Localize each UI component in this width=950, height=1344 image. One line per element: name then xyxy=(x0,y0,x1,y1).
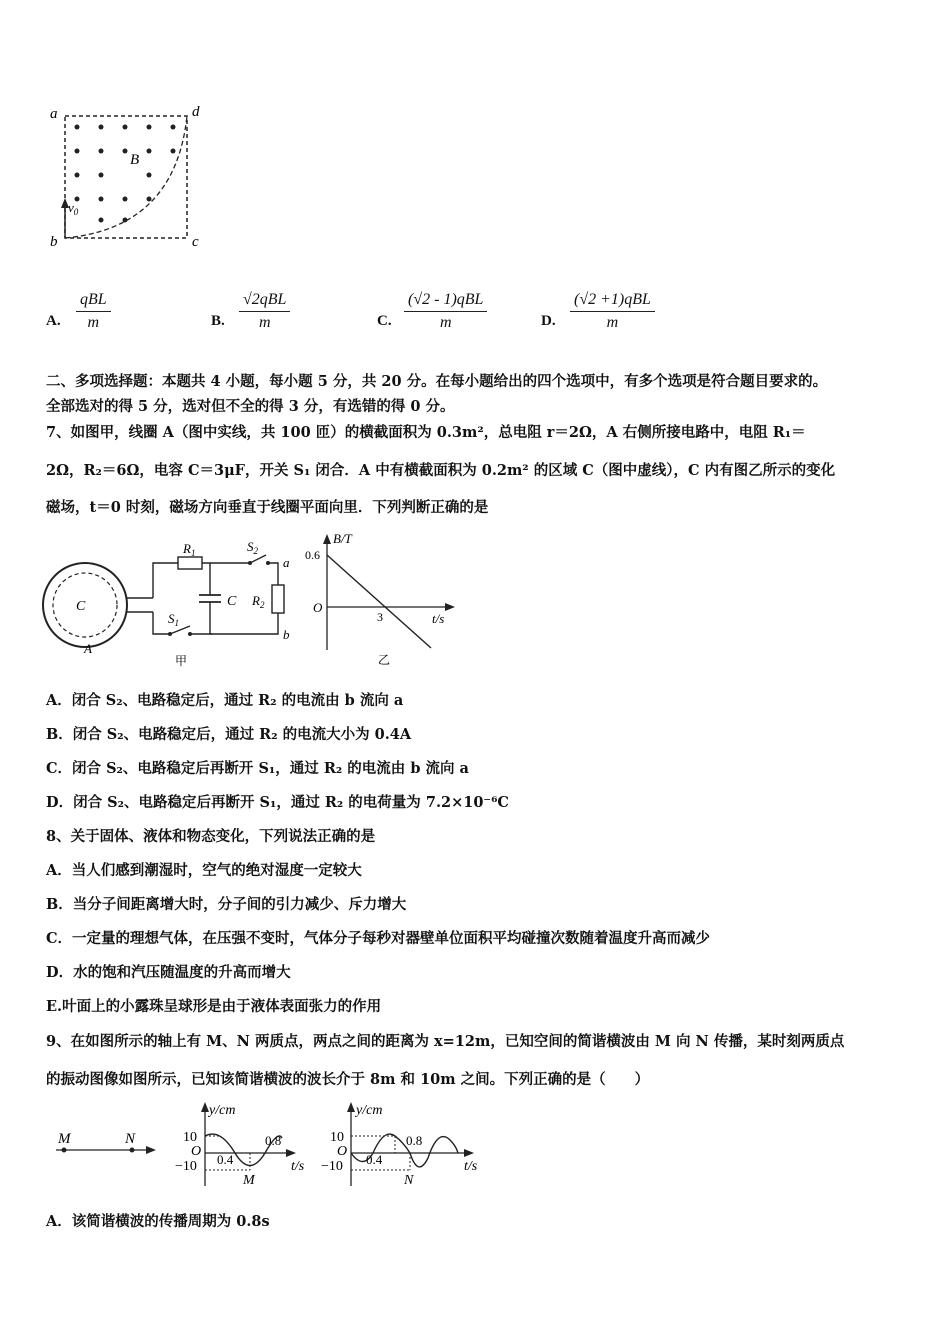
q9-graph-n xyxy=(318,1098,488,1190)
q6-option-b-num: √2qBL xyxy=(239,291,290,312)
q7-circuit-figure xyxy=(40,535,305,670)
resistor-R1 xyxy=(178,557,202,569)
bt-ylabel: B/T xyxy=(333,531,352,546)
label-S1-sub: 1 xyxy=(174,618,179,628)
bt-ytick: 0.6 xyxy=(305,548,320,562)
m-xlabel: t/s xyxy=(291,1159,305,1174)
label-S2: S xyxy=(247,539,254,554)
point-N xyxy=(130,1148,135,1153)
label-capacitor: C xyxy=(227,594,237,609)
q9-stem-line2: 的振动图像如图所示，已知该简谐横波的波长介于 8m 和 10m 之间。下列正确的是（ ） xyxy=(46,1071,650,1088)
q7-option-c[interactable]: C．闭合 S₂、电路稳定后再断开 S₁，通过 R₂ 的电流由 b 流向 a xyxy=(46,760,469,777)
label-N: N xyxy=(125,1131,136,1147)
m-y-pos: 10 xyxy=(183,1130,197,1145)
resistor-R2 xyxy=(272,585,284,613)
m-t1: 0.4 xyxy=(217,1152,234,1167)
corner-a: a xyxy=(50,106,58,122)
label-R2-sub: 2 xyxy=(259,600,265,610)
q6-option-b-letter[interactable]: B. xyxy=(211,313,225,329)
n-t2: 0.8 xyxy=(406,1133,423,1148)
q6-field-figure xyxy=(40,98,220,253)
field-dots xyxy=(75,125,176,223)
corner-b: b xyxy=(50,234,58,250)
label-S2-sub: 2 xyxy=(253,546,258,556)
q7-stem-line1: 7、如图甲，线圈 A（图中实线，共 100 匝）的横截面积为 0.3m²，总电阻 r＝2Ω，A 右侧所接电路中，电阻 R₁＝ xyxy=(46,424,806,441)
q9-axis-figure xyxy=(52,1128,162,1168)
label-coil-A: A xyxy=(84,641,92,656)
n-ylabel: y/cm xyxy=(356,1103,383,1118)
caption-yi: 乙 xyxy=(378,653,391,667)
corner-d: d xyxy=(192,104,200,120)
label-S1: S xyxy=(168,611,175,626)
label-R2: R xyxy=(252,593,260,608)
m-origin: O xyxy=(191,1144,202,1159)
m-ylabel: y/cm xyxy=(209,1103,236,1118)
q7-option-d[interactable]: D．闭合 S₂、电路稳定后再断开 S₁，通过 R₂ 的电荷量为 7.2×10⁻⁶C xyxy=(46,794,509,811)
m-t2: 0.8 xyxy=(265,1133,282,1148)
velocity-sub: 0 xyxy=(73,207,79,217)
q9-stem-line1: 9、在如图所示的轴上有 M、N 两质点，两点之间的距离为 x=12m，已知空间的简谐横波由 M 向 N 传播，某时刻两质点 xyxy=(46,1033,845,1050)
label-R1: R xyxy=(183,541,191,556)
q6-option-b-den: m xyxy=(258,314,271,331)
switch-S2 xyxy=(250,555,266,563)
q7-option-a[interactable]: A．闭合 S₂、电路稳定后，通过 R₂ 的电流由 b 流向 a xyxy=(46,692,404,709)
bt-line xyxy=(327,555,431,648)
velocity-label: v xyxy=(68,200,74,215)
svg-text:S1 xyxy=(168,611,179,628)
q6-option-d-num: (√2 +1)qBL xyxy=(570,291,655,312)
label-R1-sub: 1 xyxy=(190,548,196,558)
n-y-neg: −10 xyxy=(321,1159,343,1174)
q8-option-a[interactable]: A．当人们感到潮湿时，空气的绝对湿度一定较大 xyxy=(46,862,362,879)
svg-text:R2 xyxy=(251,593,265,610)
field-label-B: B xyxy=(130,152,140,168)
q6-option-a-num: qBL xyxy=(76,291,111,312)
q6-option-a-formula[interactable] xyxy=(76,291,111,332)
q8-option-b[interactable]: B．当分子间距离增大时，分子间的引力减少、斥力增大 xyxy=(46,896,407,913)
q6-option-d-formula[interactable] xyxy=(570,291,655,332)
q7-option-b[interactable]: B．闭合 S₂、电路稳定后，通过 R₂ 的电流大小为 0.4A xyxy=(46,726,412,743)
q6-option-c-formula[interactable] xyxy=(404,291,487,332)
q6-option-c-letter[interactable]: C. xyxy=(377,313,392,329)
caption-jia: 甲 xyxy=(175,654,188,668)
bt-origin: O xyxy=(313,600,323,615)
q8-option-c[interactable]: C．一定量的理想气体，在压强不变时，气体分子每秒对器壁单位面积平均碰撞次数随着温度升高而减少 xyxy=(46,930,711,947)
label-region-C: C xyxy=(76,599,86,614)
q8-option-d[interactable]: D．水的饱和汽压随温度的升高而增大 xyxy=(46,964,291,981)
svg-text:S2 xyxy=(247,539,259,556)
section2-header-line2: 全部选对的得 5 分，选对但不全的得 3 分，有选错的得 0 分。 xyxy=(46,398,455,415)
svg-text:R1 xyxy=(182,541,195,558)
terminal-a: a xyxy=(283,555,290,570)
q6-option-c-den: m xyxy=(439,314,452,331)
svg-text:v0 xyxy=(68,200,79,217)
label-M: M xyxy=(58,1131,71,1147)
switch-S1 xyxy=(170,626,190,634)
q7-stem-line3: 磁场，t＝0 时刻，磁场方向垂直于线圈平面向里．下列判断正确的是 xyxy=(46,499,489,516)
q8-stem: 8、关于固体、液体和物态变化，下列说法正确的是 xyxy=(46,828,376,845)
corner-c: c xyxy=(192,234,199,250)
section2-header-line1: 二、多项选择题：本题共 4 小题，每小题 5 分，共 20 分。在每小题给出的四个选项中，有多个选项是符合题目要求的。 xyxy=(46,373,828,390)
n-origin: O xyxy=(337,1144,348,1159)
bt-xtick: 3 xyxy=(377,610,383,624)
q7-bt-graph xyxy=(305,528,465,668)
n-y-pos: 10 xyxy=(330,1130,344,1145)
q6-option-a-letter[interactable]: A. xyxy=(46,313,61,329)
bt-xlabel: t/s xyxy=(432,611,445,626)
m-y-neg: −10 xyxy=(175,1159,197,1174)
q6-option-c-num: (√2 - 1)qBL xyxy=(404,291,487,312)
terminal-b: b xyxy=(283,627,290,642)
q9-option-a[interactable]: A．该简谐横波的传播周期为 0.8s xyxy=(46,1213,270,1230)
n-xlabel: t/s xyxy=(464,1159,478,1174)
n-point: N xyxy=(404,1173,414,1188)
q6-option-b-formula[interactable] xyxy=(239,291,290,332)
q8-option-e[interactable]: E.叶面上的小露珠呈球形是由于液体表面张力的作用 xyxy=(46,998,382,1015)
axis-arrow xyxy=(146,1146,156,1154)
q6-option-a-den: m xyxy=(87,314,100,331)
q6-option-d-letter[interactable]: D. xyxy=(541,313,556,329)
q7-stem-line2: 2Ω，R₂＝6Ω，电容 C＝3μF，开关 S₁ 闭合．A 中有横截面积为 0.2m² 的区域 C（图中虚线），C 内有图乙所示的变化 xyxy=(46,462,836,479)
q9-graph-m xyxy=(170,1098,315,1190)
m-point: M xyxy=(243,1173,255,1188)
q6-option-d-den: m xyxy=(606,314,619,331)
n-t1: 0.4 xyxy=(366,1152,383,1167)
point-M xyxy=(62,1148,67,1153)
